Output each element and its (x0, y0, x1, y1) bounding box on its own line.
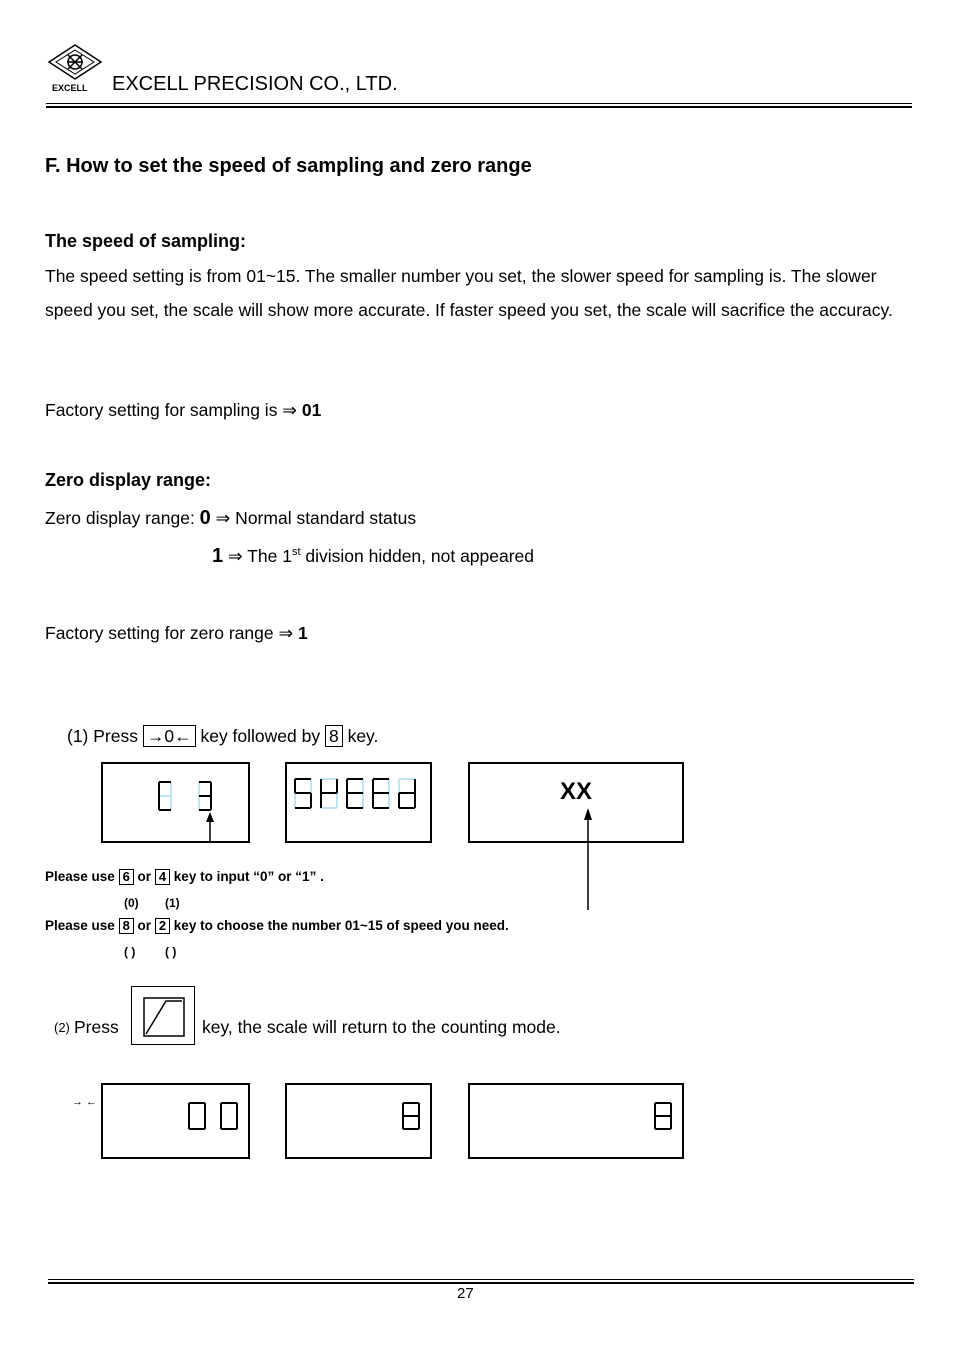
zero-factory-label: Factory setting for zero range ⇒ (45, 623, 298, 643)
zero-heading: Zero display range: (45, 470, 212, 490)
zero-opt1-text-b: division hidden, not appeared (300, 546, 535, 566)
speed-paragraph: The speed setting is from 01~15. The smaller number you set, the slower speed for sampling is. The slower speed you set, the scale will show more accurate. If faster speed you set, the scale will sacrifice the accuracy. (45, 266, 893, 320)
seven-seg-speed (287, 764, 430, 841)
enter-key-icon (132, 987, 194, 1044)
step2-rest: key, the scale will return to the counting mode. (202, 1017, 561, 1037)
counting-display-1 (101, 1083, 250, 1159)
enter-key[interactable] (131, 986, 195, 1045)
note2-sub-1: ( ) (124, 945, 136, 959)
display-value (468, 762, 684, 843)
speed-heading: The speed of sampling: (45, 231, 247, 251)
display-speed (285, 762, 432, 843)
note1-sub-0: (0) (124, 896, 139, 910)
step2-number: (2) (54, 1020, 70, 1035)
header-rule-thick (46, 106, 912, 108)
step2-press: Press (74, 1017, 119, 1037)
note1-sub-1: (1) (165, 896, 180, 910)
zero-opt0-value: 0 (199, 507, 211, 529)
footer-rule-thick (48, 1282, 914, 1284)
excell-logo (46, 44, 106, 94)
key-8-small[interactable]: 8 (119, 918, 134, 934)
note-input-zero-one (45, 869, 324, 885)
speed-factory-value: 01 (301, 400, 322, 420)
logo-text: EXCELL (52, 83, 88, 93)
counting-seg-3 (470, 1085, 682, 1157)
arrow-up-icon (578, 806, 598, 914)
page-number: 27 (457, 1285, 474, 1302)
zero-option-0 (45, 507, 416, 530)
zero-factory-value: 1 (297, 623, 308, 643)
key-8[interactable]: 8 (325, 725, 343, 747)
zero-factory-setting (45, 623, 308, 644)
note1-suffix: key to input “0” or “1” . (170, 869, 324, 884)
note-choose-speed (45, 918, 509, 934)
section-title: F. How to set the speed of sampling and zero range (45, 155, 532, 177)
zero-marker: → ← (72, 1096, 98, 1108)
seven-seg-display-1 (103, 764, 248, 841)
step1-instruction (67, 725, 378, 747)
key-2[interactable]: 2 (155, 918, 170, 934)
counting-seg-1 (103, 1085, 248, 1157)
counting-display-3 (468, 1083, 684, 1159)
note2-prefix: Please use (45, 918, 119, 933)
counting-display-2 (285, 1083, 432, 1159)
zero-opt0-text: ⇒ Normal standard status (210, 508, 417, 528)
zero-key[interactable]: →0← (143, 725, 196, 747)
header-rule (46, 103, 912, 104)
key-4[interactable]: 4 (155, 869, 170, 885)
note1-or: or (133, 869, 155, 884)
counting-seg-2 (287, 1085, 430, 1157)
key-6[interactable]: 6 (119, 869, 134, 885)
zero-opt1-value: 1 (212, 545, 224, 567)
zero-label: Zero display range: (45, 508, 200, 528)
company-name: EXCELL PRECISION CO., LTD. (112, 73, 398, 95)
note2-or: or (133, 918, 155, 933)
speed-factory-setting (45, 400, 321, 421)
display-digits-1 (101, 762, 250, 843)
footer-rule (48, 1279, 914, 1280)
zero-opt1-text-a: ⇒ The 1 (223, 546, 292, 566)
note1-prefix: Please use (45, 869, 119, 884)
display-xx: XX (559, 778, 592, 805)
zero-opt1-sup: st (291, 546, 301, 559)
step1-middle: key followed by (195, 726, 325, 746)
zero-option-1 (212, 545, 534, 568)
speed-factory-label: Factory setting for sampling is ⇒ (45, 400, 302, 420)
step1-prefix: (1) Press (67, 726, 143, 746)
step1-suffix: key. (342, 726, 379, 746)
note2-sub-2: ( ) (165, 945, 177, 959)
note2-suffix: key to choose the number 01~15 of speed you need. (170, 918, 509, 933)
